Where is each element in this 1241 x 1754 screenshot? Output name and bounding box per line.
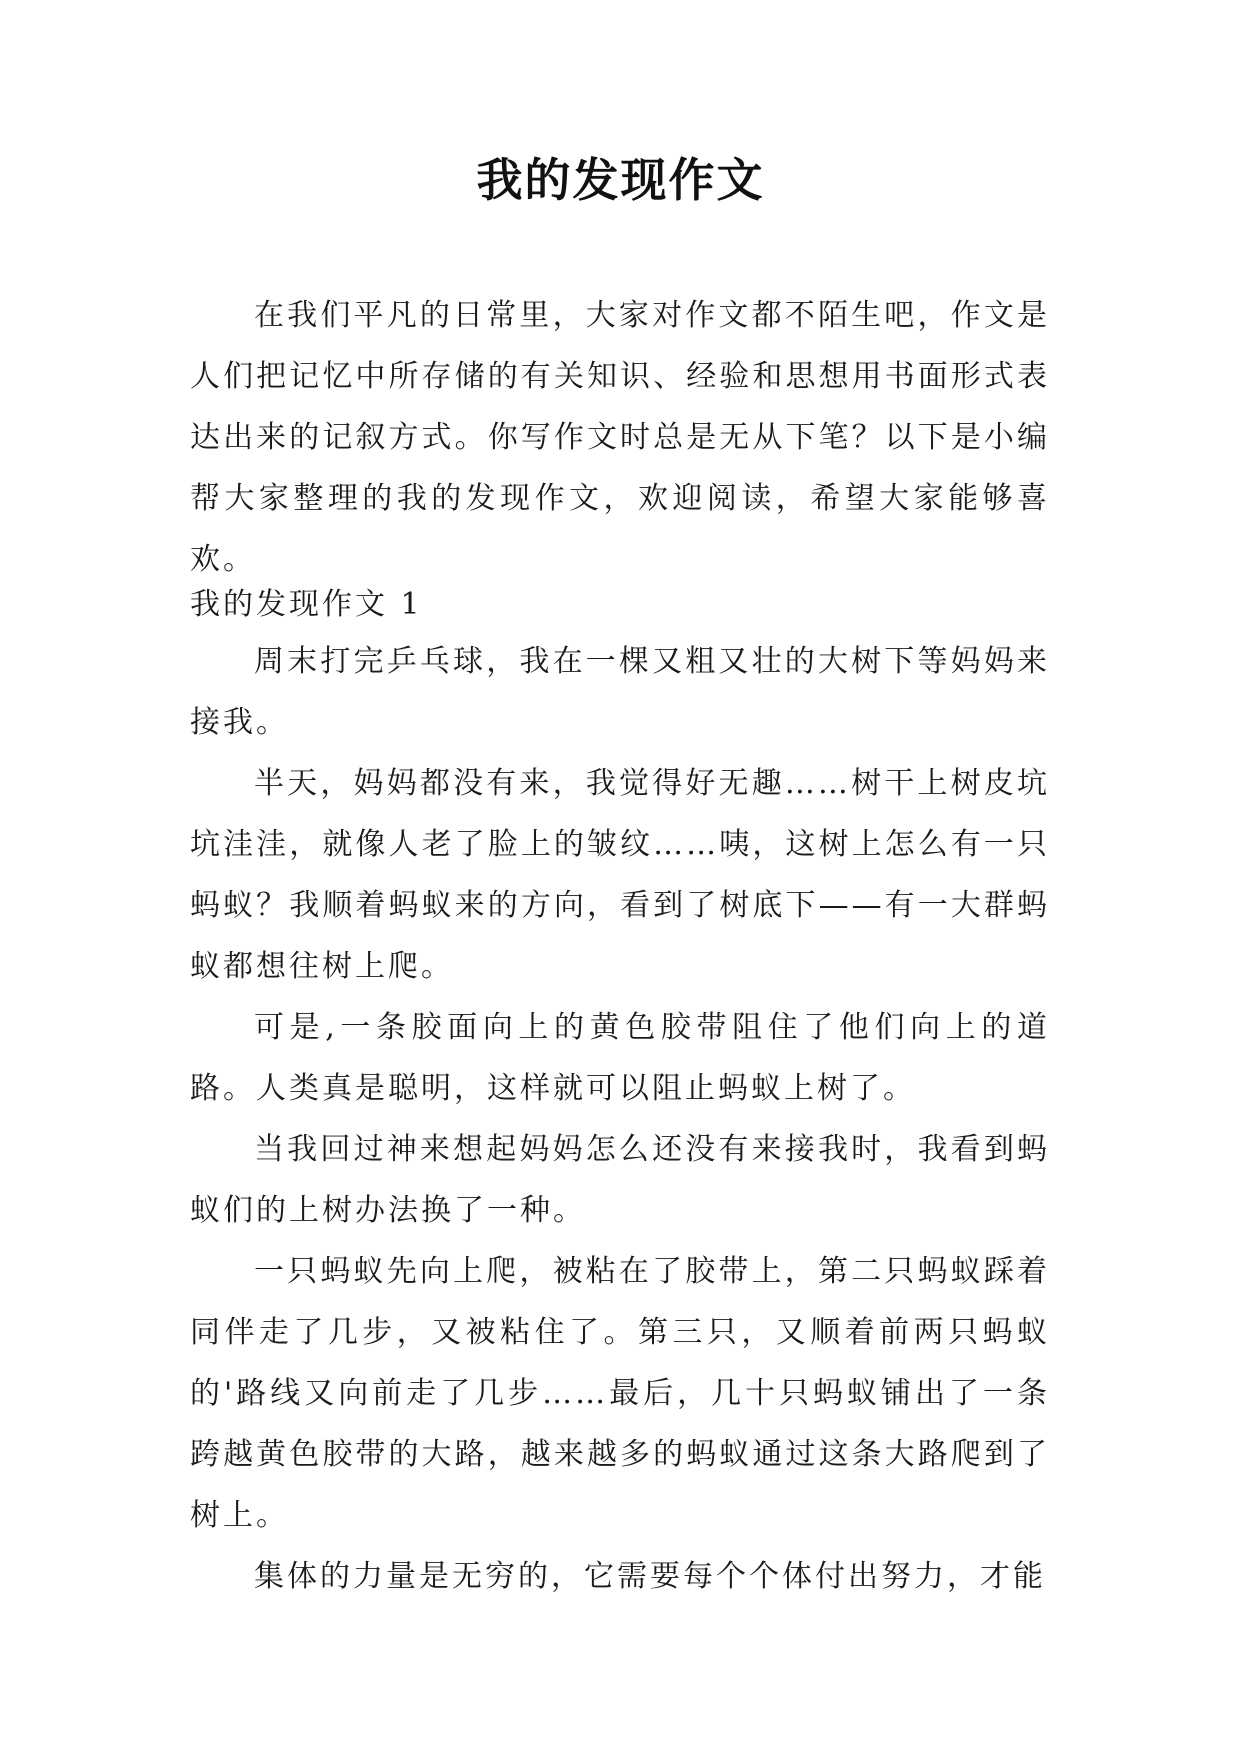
section-heading: 我的发现作文 1 [190, 587, 423, 622]
story-paragraph-6: 集体的力量是无穷的，它需要每个个体付出努力，才能 [254, 1559, 1046, 1594]
intro-paragraph: 在我们平凡的日常里，大家对作文都不陌生吧，作文是人们把记忆中所存储的有关知识、经验和思想用书面形式表达出来的记叙方式。你写作文时总是无从下笔？以下是小编帮大家整理的我的发现作文，欢迎阅读，希望大家能够喜欢。 [190, 298, 1050, 577]
story-paragraph-3: 可是,一条胶面向上的黄色胶带阻住了他们向上的道路。人类真是聪明，这样就可以阻止蚂蚁上树了。 [190, 1010, 1050, 1106]
story-paragraph-1: 周末打完乒乓球，我在一棵又粗又壮的大树下等妈妈来接我。 [190, 644, 1050, 740]
story-paragraph-5: 一只蚂蚁先向上爬，被粘在了胶带上，第二只蚂蚁踩着同伴走了几步，又被粘住了。第三只，又顺着前两只蚂蚁的'路线又向前走了几步……最后，几十只蚂蚁铺出了一条跨越黄色胶带的大路，越来越多的蚂蚁通过这条大路爬到了树上。 [190, 1254, 1050, 1533]
intro-block [190, 285, 1050, 590]
story-paragraph-4: 当我回过神来想起妈妈怎么还没有来接我时，我看到蚂蚁们的上树办法换了一种。 [190, 1132, 1050, 1228]
story-paragraph-2: 半天，妈妈都没有来，我觉得好无趣……树干上树皮坑坑洼洼，就像人老了脸上的皱纹……咦，这树上怎么有一只蚂蚁？我顺着蚂蚁来的方向，看到了树底下——有一大群蚂蚁都想往树上爬。 [190, 766, 1050, 984]
document-title: 我的发现作文 [476, 153, 765, 207]
story-body [190, 631, 1050, 1607]
